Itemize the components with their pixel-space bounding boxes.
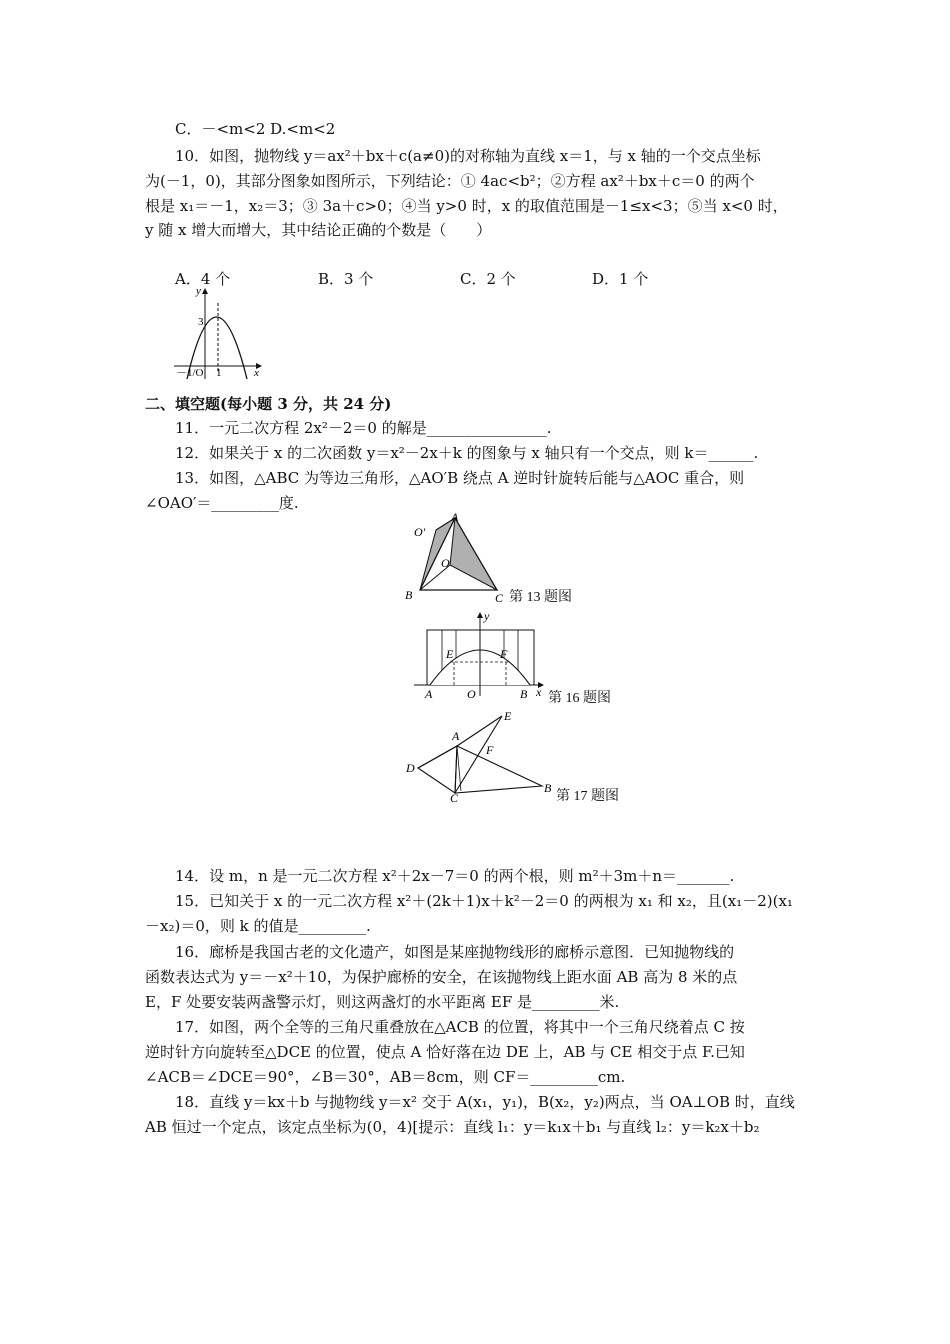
fig13-label-c: C [495, 591, 504, 605]
fig13-label-b: B [405, 588, 413, 602]
section-heading: 二、填空题(每小题 3 分，共 24 分) [145, 395, 392, 413]
fig17-label-a: A [452, 729, 460, 743]
q11-text: 11．一元二次方程 2x²－2＝0 的解是________________. [175, 419, 552, 437]
q10-option-d: D．1 个 [592, 270, 649, 288]
fig17-label-c: C [450, 791, 459, 802]
fig16-label-x: x [536, 685, 542, 699]
q10-line1: 10．如图，抛物线 y＝ax²＋bx＋c(a≠0)的对称轴为直线 x＝1，与 x 轴的一个交点坐标 [175, 147, 761, 165]
fig13-caption: 第 13 题图 [509, 590, 572, 605]
q16-line2: 函数表达式为 y＝－x²＋10，为保护廊桥的安全，在该抛物线上距水面 AB 高为 8 米的点 [145, 968, 738, 986]
fig13-label-a: A [451, 510, 459, 524]
fig16-label-y: y [484, 610, 490, 623]
graph-label-neg1-origin: －1/O [176, 367, 204, 379]
q10-option-b: B．3 个 [318, 270, 374, 288]
triangle-dce [418, 746, 457, 793]
q16-line1: 16．廊桥是我国古老的文化遗产，如图是某座抛物线形的廊桥示意图．已知抛物线的 [175, 943, 735, 961]
fig17-caption: 第 17 题图 [556, 789, 619, 804]
q17-line1: 17．如图，两个全等的三角尺重叠放在△ACB 的位置，将其中一个三角尺绕着点 C 按 [175, 1018, 745, 1036]
fig16-caption: 第 16 题图 [548, 691, 611, 706]
q13-line2: ∠OAO′＝_________度. [145, 494, 299, 512]
fig17-label-e: E [504, 709, 512, 723]
fig16-label-a: A [425, 687, 433, 701]
figure-13 [405, 510, 505, 606]
fig16-label-o: O [467, 687, 476, 701]
fig17-label-b: B [544, 781, 552, 795]
q14-text: 14．设 m，n 是一元二次方程 x²＋2x－7＝0 的两个根，则 m²＋3m＋n＝_______. [175, 867, 735, 885]
q17-line2: 逆时针方向旋转至△DCE 的位置，使点 A 恰好落在边 DE 上，AB 与 CE 相交于点 F.已知 [145, 1043, 745, 1061]
figure-16 [410, 610, 550, 702]
q10-option-a: A．4 个 [175, 270, 231, 288]
fig13-label-o-prime: O′ [414, 525, 426, 539]
fig16-label-b: B [520, 687, 528, 701]
graph-label-y: y [196, 285, 201, 297]
graph-label-1: 1 [216, 367, 222, 379]
q9-options: C．－<m<2 D.<m<2 [175, 120, 336, 138]
q10-line2: 为(－1，0)，其部分图象如图所示，下列结论：① 4ac<b²；②方程 ax²＋bx＋c＝0 的两个 [145, 172, 755, 190]
fig17-label-f: F [486, 743, 494, 757]
q18-line1: 18．直线 y＝kx＋b 与抛物线 y＝x² 交于 A(x₁，y₁)，B(x₂，y₂)两点，当 OA⊥OB 时，直线 [175, 1093, 795, 1111]
fig17-label-d: D [406, 761, 415, 775]
q10-parabola-graph [172, 285, 264, 381]
fig16-label-e: E [446, 647, 454, 661]
q15-line1: 15．已知关于 x 的一元二次方程 x²＋(2k＋1)x＋k²－2＝0 的两根为 x₁ 和 x₂，且(x₁－2)(x₁ [175, 892, 793, 910]
q12-text: 12．如果关于 x 的二次函数 y＝x²－2x＋k 的图象与 x 轴只有一个交点，则 k＝______. [175, 444, 759, 462]
triangle-aoc-shaded [450, 518, 497, 590]
q16-line3: E，F 处要安装两盏警示灯，则这两盏灯的水平距离 EF 是_________米. [145, 993, 620, 1011]
q18-line2: AB 恒过一个定点，该定点坐标为(0，4)[提示：直线 l₁：y＝k₁x＋b₁ 与直线 l₂：y＝k₂x＋b₂ [145, 1118, 760, 1136]
fig13-label-o: O [441, 556, 450, 570]
q13-line1: 13．如图，△ABC 为等边三角形，△AO′B 绕点 A 逆时针旋转后能与△AOC 重合，则 [175, 469, 745, 487]
q10-line3: 根是 x₁＝－1，x₂＝3；③ 3a＋c>0；④当 y>0 时，x 的取值范围是－1≤x<3；⑤当 x<0 时， [145, 197, 788, 215]
fig16-label-f: F [500, 647, 508, 661]
q15-line2: －x₂)＝0，则 k 的值是_________. [145, 917, 371, 935]
graph-label-3: 3 [198, 316, 204, 328]
q10-option-c: C．2 个 [460, 270, 516, 288]
q17-line3: ∠ACB＝∠DCE＝90°，∠B＝30°，AB＝8cm，则 CF＝_________cm. [145, 1068, 626, 1086]
figure-17 [400, 706, 560, 802]
q10-line4: y 随 x 增大而增大，其中结论正确的个数是（ ） [145, 221, 492, 239]
graph-label-x: x [254, 367, 259, 379]
triangle-acb [455, 746, 542, 793]
